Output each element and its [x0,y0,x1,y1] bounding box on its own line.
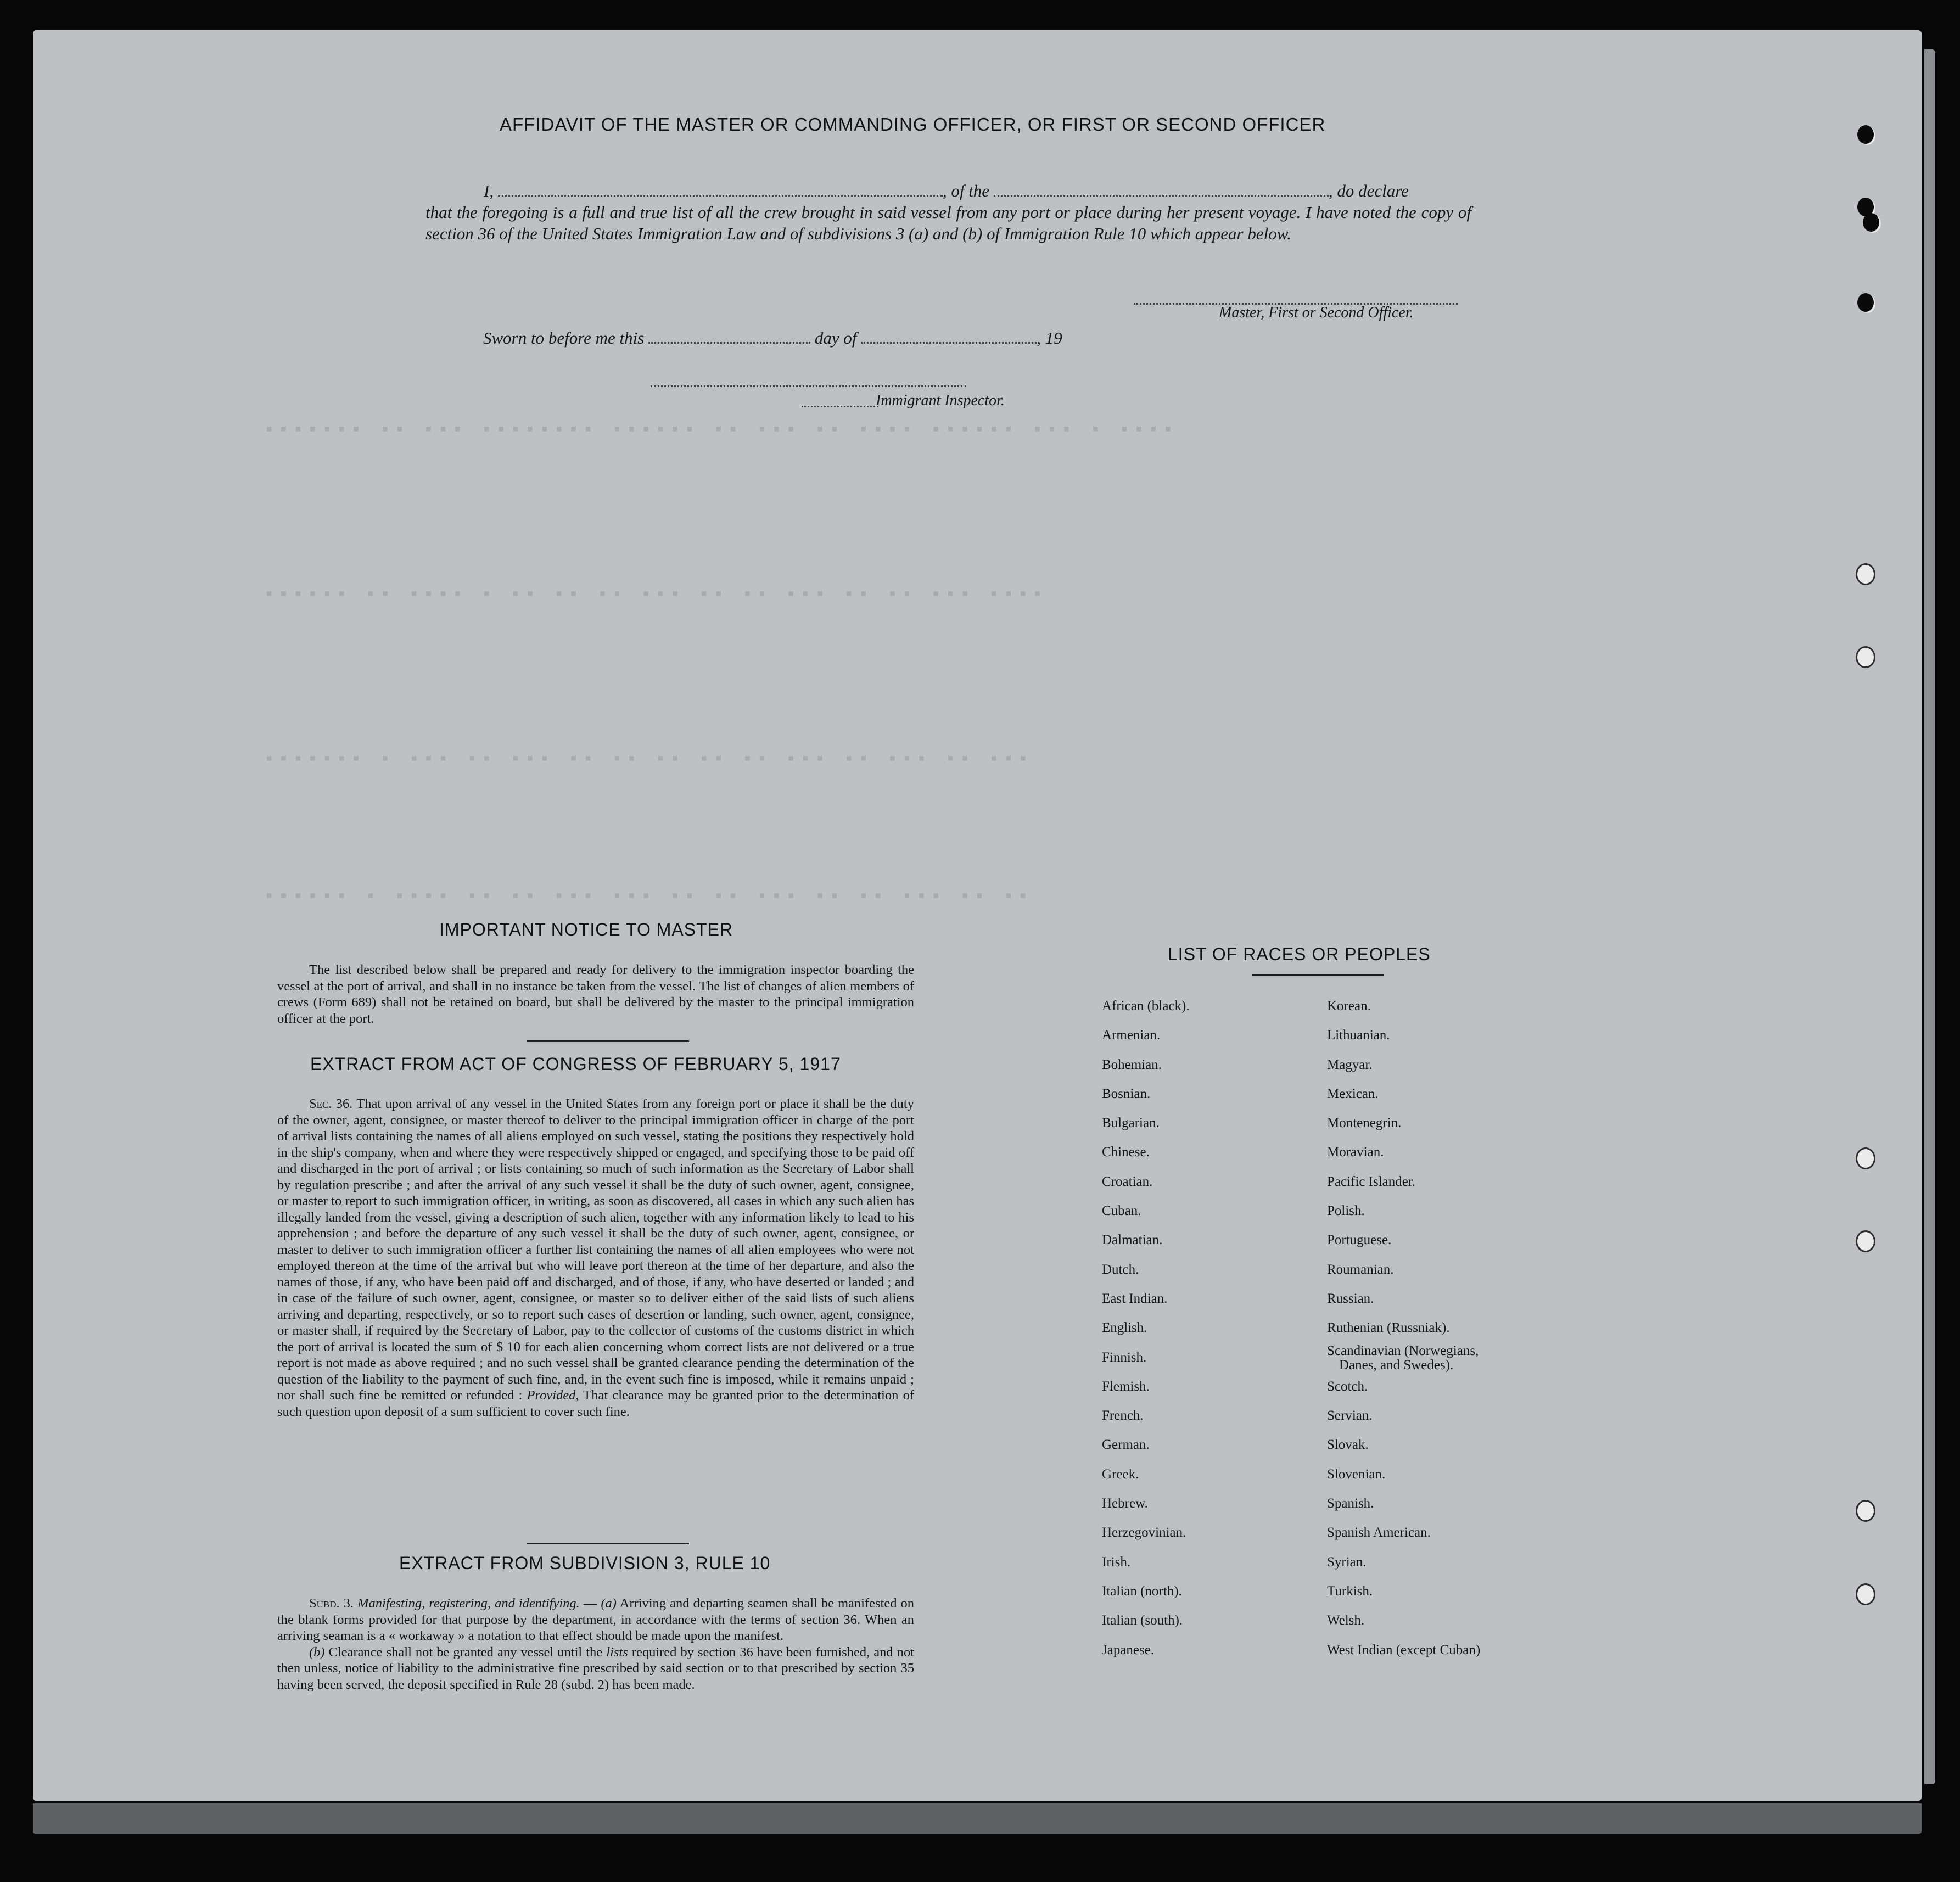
vessel-name-field[interactable] [994,193,1329,197]
races-right-column [1327,992,1480,1665]
race-item: Italian (south). [1102,1613,1183,1628]
sworn-month-field[interactable] [861,340,1037,344]
act-body-part2: That clearance may be granted prior to the determination of such question upon deposit of a sum sufficient to cover such fine. [277,1388,914,1419]
sworn-day-of: day of [814,328,857,348]
binder-hole [1856,1500,1875,1522]
sworn-prefix: Sworn to before me this [483,328,645,348]
rule-b-text-1: Clearance shall not be granted any vessel until the [328,1644,603,1660]
race-item: Dalmatian. [1102,1233,1163,1248]
race-item: West Indian (except Cuban) [1327,1642,1481,1657]
race-item: Dutch. [1102,1262,1139,1277]
rule-subd-label: Subd. 3. [309,1596,354,1611]
races-left-column [1102,992,1190,1665]
inspector-signature-field-2[interactable] [802,404,878,407]
race-item: Magyar. [1327,1057,1373,1072]
act-section-label: Sec. 36. [309,1096,353,1111]
page-right-edge [1924,49,1935,1784]
binder-hole [1856,1583,1875,1605]
act-divider [527,1543,689,1544]
race-item: Spanish. [1327,1496,1374,1511]
race-item: Russian. [1327,1291,1374,1306]
binder-hole [1856,1147,1875,1169]
race-item: Flemish. [1102,1379,1150,1394]
race-item: Bosnian. [1102,1086,1151,1101]
master-signature-label: Master, First or Second Officer. [1219,304,1414,321]
race-item: English. [1102,1320,1147,1336]
rule-body [277,1595,914,1693]
race-item: Korean. [1327,999,1371,1013]
bleed-through-band: ▪▪▪▪▪▪ ▪ ▪▪▪▪ ▪▪ ▪▪ ▪▪▪ ▪▪▪ ▪▪ ▪▪ ▪▪▪ ▪▪ ▪▪ ▪▪▪ ▪▪ ▪▪ [264,887,1032,908]
affidavit-declaration [425,180,1471,244]
notice-body: The list described below shall be prepared and ready for delivery to the immigration inspector boarding the vessel at the port of arrival, and shall in no instance be taken from the vessel. The list of changes of alien members of crews (Form 689) shall not be retained on board, but shall be delivered by the master to the principal immigration officer at the port. [277,962,914,1026]
affidavit-title: AFFIDAVIT OF THE MASTER OR COMMANDING OFFICER, OR FIRST OR SECOND OFFICER [500,114,1326,135]
do-declare-label: , do declare [1328,181,1409,200]
race-item: Japanese. [1102,1642,1155,1657]
binder-hole [1856,1230,1875,1252]
inspector-signature-field[interactable] [651,383,966,387]
bleed-through-band: ▪▪▪▪▪▪▪ ▪▪ ▪▪▪ ▪▪▪▪▪▪▪▪ ▪▪▪▪▪▪ ▪▪ ▪▪▪ ▪▪ ▪▪▪▪ ▪▪▪▪▪▪ ▪▪▪ ▪ ▪▪▪▪ [264,420,1177,441]
sworn-line [483,327,1062,349]
rule-a-text: Arriving and departing seamen shall be manifested on the blank forms provided for that purpose by the department, in accordance with the terms of section 36. When an arriving seaman is a « workaway » a notation to that effect should be made upon the manifest. [277,1596,915,1643]
race-item: Montenegrin. [1327,1116,1402,1131]
race-item: Bulgarian. [1102,1116,1160,1131]
race-item: East Indian. [1102,1291,1168,1306]
race-item: Ruthenian (Russniak). [1327,1320,1450,1336]
notice-title: IMPORTANT NOTICE TO MASTER [439,920,733,939]
notice-divider [527,1040,689,1042]
race-item: Turkish. [1327,1583,1373,1599]
rule-b-text-2: required by section 36 have been furnished, and not then unless, notice of liability to the administrative fine prescribed by said section or to that prescribed by section 35 having been served, the deposit specified in Rule 28 (subd. 2) has been made. [277,1644,914,1692]
races-divider [1252,974,1384,976]
act-body-part1: That upon arrival of any vessel in the United States from any foreign port or place it shall be the duty of the owner, agent, consignee, or master thereof to deliver to the principal immigration officer in charge of the port of arrival lists containing the names of all aliens employed on such vessel, stating the positions they respectively hold in the ship's company, when and where they were respectively shipped or engaged, and specifying those to be paid off and discharged in the port of arrival ; or lists containing so much of such information as the Secretary of Labor shall by regulation prescribe ; and after the arrival of any such vessel it shall be the duty of such owner, agent, consignee, or master to report to such immigration officer, in writing, as soon as discovered, all cases in which any such alien has illegally landed from the vessel, giving a description of such alien, together with any information likely to lead to his apprehension ; and before the departure of any such vessel it shall be the duty of such owner, agent, consignee, or master to deliver to such immigration officer a further list containing the names of all alien employees who were not employed thereon at the time of the arrival but who will leave port thereon at the time of her departure, and also the names of those, if any, who have been paid off and discharged, and of those, if any, who have deserted or landed ; and in case of the failure of such owner, agent, consignee, or master so to deliver either of the said lists of such aliens arriving and departing, respectively, or so to report such cases of desertion or landing, such owner, agent, consignee, or master shall, if required by the Secretary of Labor, pay to the collector of customs of the customs district in which the port of arrival is located the sum of $ 10 for each alien concerning whom correct lists are not delivered or a true report is not made as above required ; and no such vessel shall be granted clearance pending the determination of the question of the liability to the payment of such fine, and, in the event such fine is imposed, while it remains unpaid ; nor shall such fine be remitted or refunded : [277,1096,914,1403]
race-item: Portuguese. [1327,1233,1392,1248]
race-item: Polish. [1327,1203,1365,1219]
act-title: EXTRACT FROM ACT OF CONGRESS OF FEBRUARY 5, 1917 [310,1054,841,1074]
race-item: Bohemian. [1102,1057,1162,1072]
binder-hole [1857,293,1874,312]
race-item: Pacific Islander. [1327,1174,1416,1189]
race-item: Chinese. [1102,1145,1150,1160]
rule-subd-heading: Manifesting, registering, and identifying. [357,1596,580,1611]
document-page [33,30,1922,1801]
race-item: Italian (north). [1102,1583,1182,1599]
rule-dash: — [583,1596,597,1611]
race-item: French. [1102,1408,1144,1424]
race-item: Welsh. [1327,1613,1365,1628]
declarant-name-field[interactable] [498,193,943,197]
affidavit-body: that the foregoing is a full and true list of all the crew brought in said vessel from any port or place during her present voyage. I have noted the copy of section 36 of the United States Immigration Law and of subdivisions 3 (a) and (b) of Immigration Rule 10 which appear below. [425,203,1471,243]
race-item: Slovak. [1327,1437,1369,1453]
race-item: Moravian. [1327,1145,1384,1160]
rule-b-label: (b) [309,1644,325,1660]
race-item: African (black). [1102,999,1190,1013]
binder-hole [1856,563,1875,585]
races-title: LIST OF RACES OR PEOPLES [1168,944,1431,964]
race-item: Spanish American. [1327,1525,1431,1541]
race-item: Cuban. [1102,1203,1141,1219]
bleed-through-band: ▪▪▪▪▪▪ ▪▪ ▪▪▪▪ ▪ ▪▪ ▪▪ ▪▪ ▪▪▪ ▪▪ ▪▪ ▪▪▪ ▪▪ ▪▪ ▪▪▪ ▪▪▪▪ [264,585,1046,606]
declarant-label: I, [484,181,494,200]
race-item: German. [1102,1437,1150,1453]
race-item: Irish. [1102,1554,1131,1570]
race-item-continuation: Danes, and Swedes). [1339,1357,1454,1373]
race-item: Servian. [1327,1408,1373,1424]
of-the-label: , of the [942,181,990,200]
sworn-day-field[interactable] [648,340,810,344]
race-item: Slovenian. [1327,1466,1386,1482]
race-item: Scotch. [1327,1379,1368,1394]
race-item: Greek. [1102,1466,1139,1482]
race-item: Finnish. [1102,1349,1147,1365]
race-item: Mexican. [1327,1086,1379,1101]
rule-title: EXTRACT FROM SUBDIVISION 3, RULE 10 [399,1553,771,1573]
race-item: Croatian. [1102,1174,1153,1189]
binder-hole [1856,646,1875,668]
race-item: Scandinavian (Norwegians, [1327,1343,1479,1358]
race-item: Hebrew. [1102,1496,1148,1511]
inspector-label: Immigrant Inspector. [876,392,1005,409]
rule-b-lists: lists [606,1644,628,1660]
bleed-through-band: ▪▪▪▪▪▪▪ ▪ ▪▪▪ ▪▪ ▪▪▪ ▪▪ ▪▪ ▪▪ ▪▪ ▪▪ ▪▪▪ ▪▪ ▪▪▪ ▪▪ ▪▪▪ [264,749,1032,770]
binder-hole [1863,213,1879,232]
rule-a-label: (a) [601,1596,617,1611]
race-item: Syrian. [1327,1554,1367,1570]
binder-hole [1857,125,1874,144]
race-item: Herzegovinian. [1102,1525,1186,1541]
race-item: Lithuanian. [1327,1028,1390,1043]
act-provided: Provided, [527,1388,579,1403]
race-item: Roumanian. [1327,1262,1394,1277]
page-bottom-edge [33,1803,1922,1834]
race-item: Armenian. [1102,1028,1161,1043]
race-item-multiline [1327,1343,1480,1372]
sworn-year: , 19 [1037,328,1062,348]
act-body [277,1096,914,1420]
